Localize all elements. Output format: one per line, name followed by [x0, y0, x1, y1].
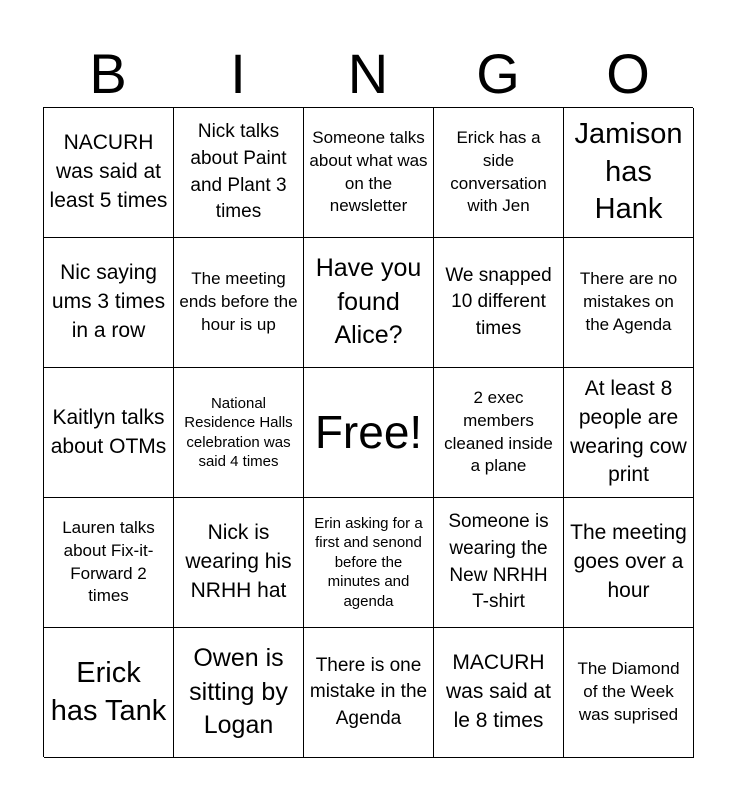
cell-text: Nick talks about Paint and Plant 3 times [190, 121, 287, 223]
cell-text: There is one mistake in the Agenda [309, 654, 428, 729]
cell-text: The Diamond of the Week was suprised [577, 659, 680, 724]
header-letter-b: B [89, 42, 127, 105]
bingo-cell[interactable] [434, 238, 564, 368]
cell-text: 2 exec members cleaned inside a plane [444, 387, 553, 476]
cell-text: The meeting ends before the hour is up [179, 269, 298, 334]
bingo-cell[interactable] [44, 498, 174, 628]
bingo-header [43, 40, 693, 108]
cell-text: Jamison has Hank [574, 117, 683, 226]
bingo-grid [43, 107, 693, 757]
bingo-cell[interactable] [434, 498, 564, 628]
bingo-cell[interactable] [564, 628, 694, 758]
bingo-cell[interactable] [174, 108, 304, 238]
free-space-text: Free! [314, 406, 423, 459]
cell-text: Erick has Tank [50, 656, 167, 727]
free-space[interactable] [304, 368, 434, 498]
bingo-cell[interactable] [44, 108, 174, 238]
cell-text: Nick is wearing his NRHH hat [185, 521, 292, 602]
header-letter-n: N [347, 42, 389, 105]
cell-text: Someone talks about what was on the newsletter [309, 127, 428, 216]
bingo-cell[interactable] [44, 628, 174, 758]
cell-text: Kaitlyn talks about OTMs [50, 405, 167, 458]
bingo-cell[interactable] [174, 498, 304, 628]
bingo-cell[interactable] [434, 108, 564, 238]
bingo-cell[interactable] [564, 368, 694, 498]
cell-text: National Residence Halls celebration was said 4 times [184, 394, 293, 470]
bingo-cell[interactable] [304, 498, 434, 628]
cell-text: Erick has a side conversation with Jen [450, 127, 547, 216]
header-letter-g: G [476, 42, 520, 105]
cell-text: MACURH was said at le 8 times [445, 651, 552, 732]
bingo-cell[interactable] [44, 368, 174, 498]
cell-text: Owen is sitting by Logan [189, 643, 288, 740]
cell-text: Someone is wearing the New NRHH T-shirt [448, 511, 549, 613]
cell-text: Nic saying ums 3 times in a row [51, 261, 166, 342]
cell-text: Erin asking for a first and senond before the minutes and agenda [314, 514, 423, 610]
bingo-cell[interactable] [304, 628, 434, 758]
header-letter-o: O [606, 42, 650, 105]
cell-text: The meeting goes over a hour [570, 521, 687, 602]
bingo-cell[interactable] [304, 238, 434, 368]
bingo-cell[interactable] [44, 238, 174, 368]
cell-text: NACURH was said at least 5 times [49, 131, 168, 212]
bingo-cell[interactable] [304, 108, 434, 238]
cell-text: There are no mistakes on the Agenda [579, 269, 678, 334]
cell-text: We snapped 10 different times [445, 264, 552, 339]
bingo-cell[interactable] [564, 498, 694, 628]
cell-text: Have you found Alice? [315, 253, 422, 350]
bingo-cell[interactable] [174, 238, 304, 368]
cell-text: At least 8 people are wearing cow print [570, 376, 687, 487]
bingo-cell[interactable] [564, 108, 694, 238]
bingo-cell[interactable] [434, 628, 564, 758]
header-letter-i: I [230, 42, 246, 105]
cell-text: Lauren talks about Fix-it-Forward 2 times [62, 517, 155, 606]
bingo-cell[interactable] [174, 368, 304, 498]
bingo-cell[interactable] [564, 238, 694, 368]
bingo-cell[interactable] [434, 368, 564, 498]
bingo-cell[interactable] [174, 628, 304, 758]
